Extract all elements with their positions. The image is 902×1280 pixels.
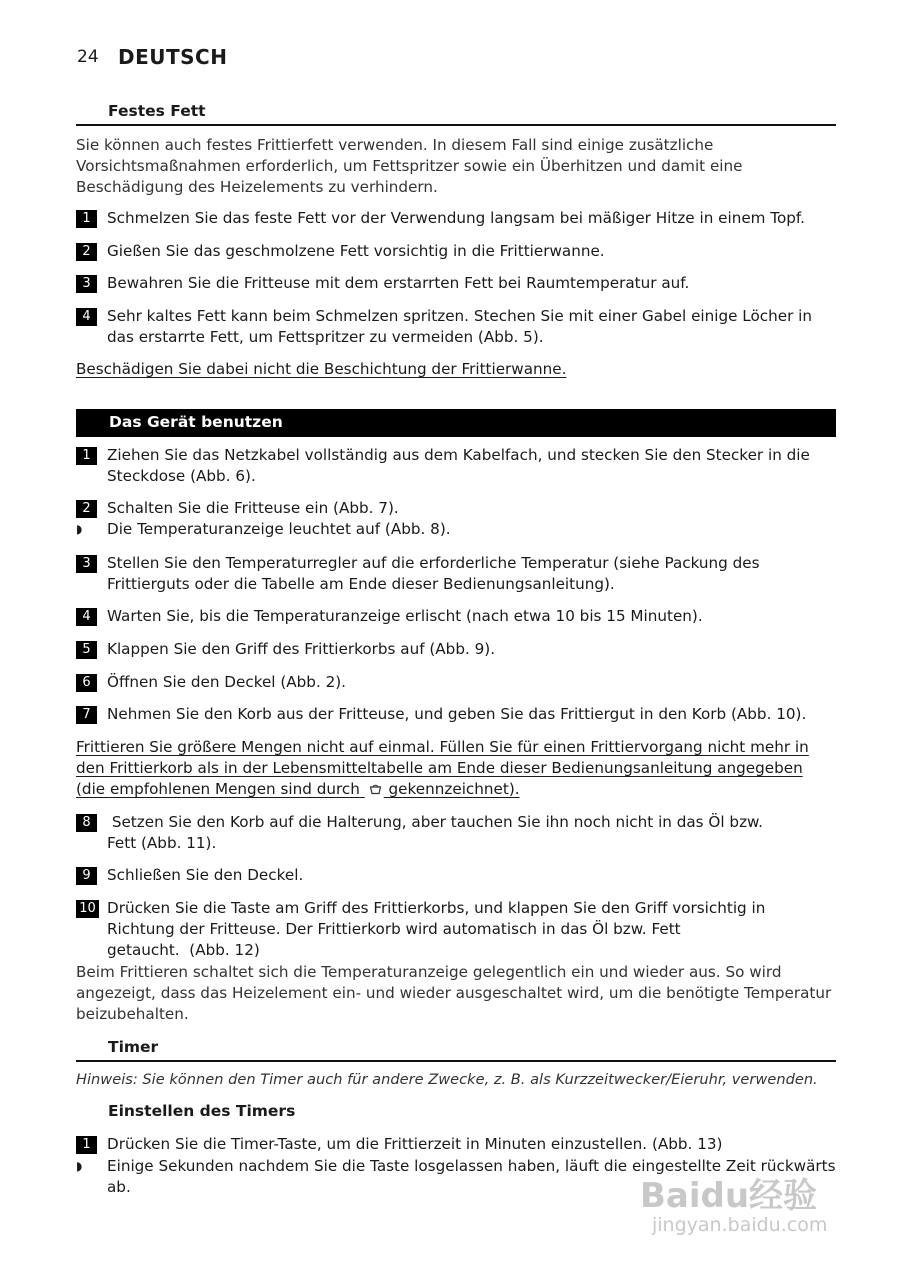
result-text: Einige Sekunden nachdem Sie die Taste losgelassen haben, läuft die eingestellte Zeit rückwärts [107,1157,836,1175]
note-line: den Frittierkorb als in der Lebensmitteltabelle am Ende dieser Bedienungsanleitung angegeben [76,759,803,777]
step-number-icon: 5 [76,641,97,659]
note-line [76,779,846,800]
intro-paragraph [76,135,846,198]
step-text: Drücken Sie die Taste am Griff des Frittierkorbs, und klappen Sie den Griff vorsichtig in [107,899,766,917]
step-text: Gießen Sie das geschmolzene Fett vorsichtig in die Frittierwanne. [107,242,605,260]
step-number-icon: 1 [76,1136,97,1154]
step-text: Setzen Sie den Korb auf die Halterung, aber tauchen Sie ihn noch nicht in das Öl bzw. [107,813,763,831]
step-text: das erstarrte Fett, um Fettspritzer zu vermeiden (Abb. 5). [107,328,544,346]
step-text: Klappen Sie den Griff des Frittierkorbs auf (Abb. 9). [107,640,496,658]
text-line: Beschädigung des Heizelements zu verhindern. [76,178,438,196]
step-number-icon: 3 [76,555,97,573]
basket-icon [369,783,382,795]
timer-hint: Hinweis: Sie können den Timer auch für andere Zwecke, z. B. als Kurzzeitwecker/Eieruhr, verwenden. [76,1071,818,1088]
step-number-icon: 2 [76,500,97,518]
page-number: 24 [77,47,99,67]
step-text: Richtung der Fritteuse. Der Frittierkorb wird automatisch in das Öl bzw. Fett [107,920,681,938]
section-title-geraet-benutzen: Das Gerät benutzen [109,413,283,431]
step-text: Öffnen Sie den Deckel (Abb. 2). [107,673,347,691]
step-text: Warten Sie, bis die Temperaturanzeige erlischt (nach etwa 10 bis 15 Minuten). [107,607,703,625]
section-title-festes-fett: Festes Fett [108,102,206,120]
text-line: angezeigt, dass das Heizelement ein- und wieder ausgeschaltet wird, um die benötigte Temperatur [76,984,832,1002]
step-text: Steckdose (Abb. 6). [107,467,256,485]
step-number-icon: 10 [76,900,99,918]
result-text: Die Temperaturanzeige leuchtet auf (Abb. 8). [107,520,451,538]
step-text: Schalten Sie die Fritteuse ein (Abb. 7). [107,499,399,517]
section-title-timer: Timer [108,1038,159,1056]
text-line: beizubehalten. [76,1005,189,1023]
result-arrow-icon: ◗ [76,1159,83,1173]
step-text: Stellen Sie den Temperaturregler auf die erforderliche Temperatur (siehe Packung des [107,554,760,572]
step-number-icon: 4 [76,608,97,626]
step-text: Fett (Abb. 11). [107,834,217,852]
note-line-text: (die empfohlenen Mengen sind durch [76,780,360,798]
result-arrow-icon: ◗ [76,522,83,536]
step-text: Nehmen Sie den Korb aus der Fritteuse, und geben Sie das Frittiergut in den Korb (Abb. 10). [107,705,807,723]
closing-paragraph [76,962,846,1025]
quantity-note [76,737,846,800]
step-text: Ziehen Sie das Netzkabel vollständig aus dem Kabelfach, und stecken Sie den Stecker in die [107,446,810,464]
warning-note: Beschädigen Sie dabei nicht die Beschichtung der Frittierwanne. [76,360,567,378]
watermark-url: jingyan.baidu.com [652,1214,828,1236]
step-text: Sehr kaltes Fett kann beim Schmelzen spritzen. Stechen Sie mit einer Gabel einige Löcher in [107,307,813,325]
step-number-icon: 7 [76,706,97,724]
step-number-icon: 6 [76,674,97,692]
section-rule [76,124,836,126]
step-number-icon: 3 [76,275,97,293]
text-line: Vorsichtsmaßnahmen erforderlich, um Fettspritzer sowie ein Überhitzen und damit eine [76,157,743,175]
note-line-text: gekennzeichnet). [388,780,520,798]
step-text: Schließen Sie den Deckel. [107,866,304,884]
step-number-icon: 8 [76,814,97,832]
step-text: Frittierguts oder die Tabelle am Ende dieser Bedienungsanleitung). [107,575,615,593]
step-text: Drücken Sie die Timer-Taste, um die Frittierzeit in Minuten einzustellen. (Abb. 13) [107,1135,723,1153]
watermark-brand: Baidu经验 [640,1176,818,1216]
section-rule [76,1060,836,1062]
step-number-icon: 1 [76,447,97,465]
result-text: ab. [107,1178,131,1196]
language-title: DEUTSCH [118,45,228,69]
step-number-icon: 9 [76,867,97,885]
step-text: Schmelzen Sie das feste Fett vor der Verwendung langsam bei mäßiger Hitze in einem Topf. [107,209,806,227]
note-line: Frittieren Sie größere Mengen nicht auf einmal. Füllen Sie für einen Frittiervorgang nicht mehr in [76,738,809,756]
step-text: getaucht. (Abb. 12) [107,941,260,959]
step-number-icon: 1 [76,210,97,228]
step-number-icon: 4 [76,308,97,326]
step-text: Bewahren Sie die Fritteuse mit dem erstarrten Fett bei Raumtemperatur auf. [107,274,690,292]
text-line: Sie können auch festes Frittierfett verwenden. In diesem Fall sind einige zusätzliche [76,136,714,154]
section-bar [76,409,836,437]
text-line: Beim Frittieren schaltet sich die Temperaturanzeige gelegentlich ein und wieder aus. So wird [76,963,782,981]
step-number-icon: 2 [76,243,97,261]
subsection-title-timer: Einstellen des Timers [108,1102,296,1120]
